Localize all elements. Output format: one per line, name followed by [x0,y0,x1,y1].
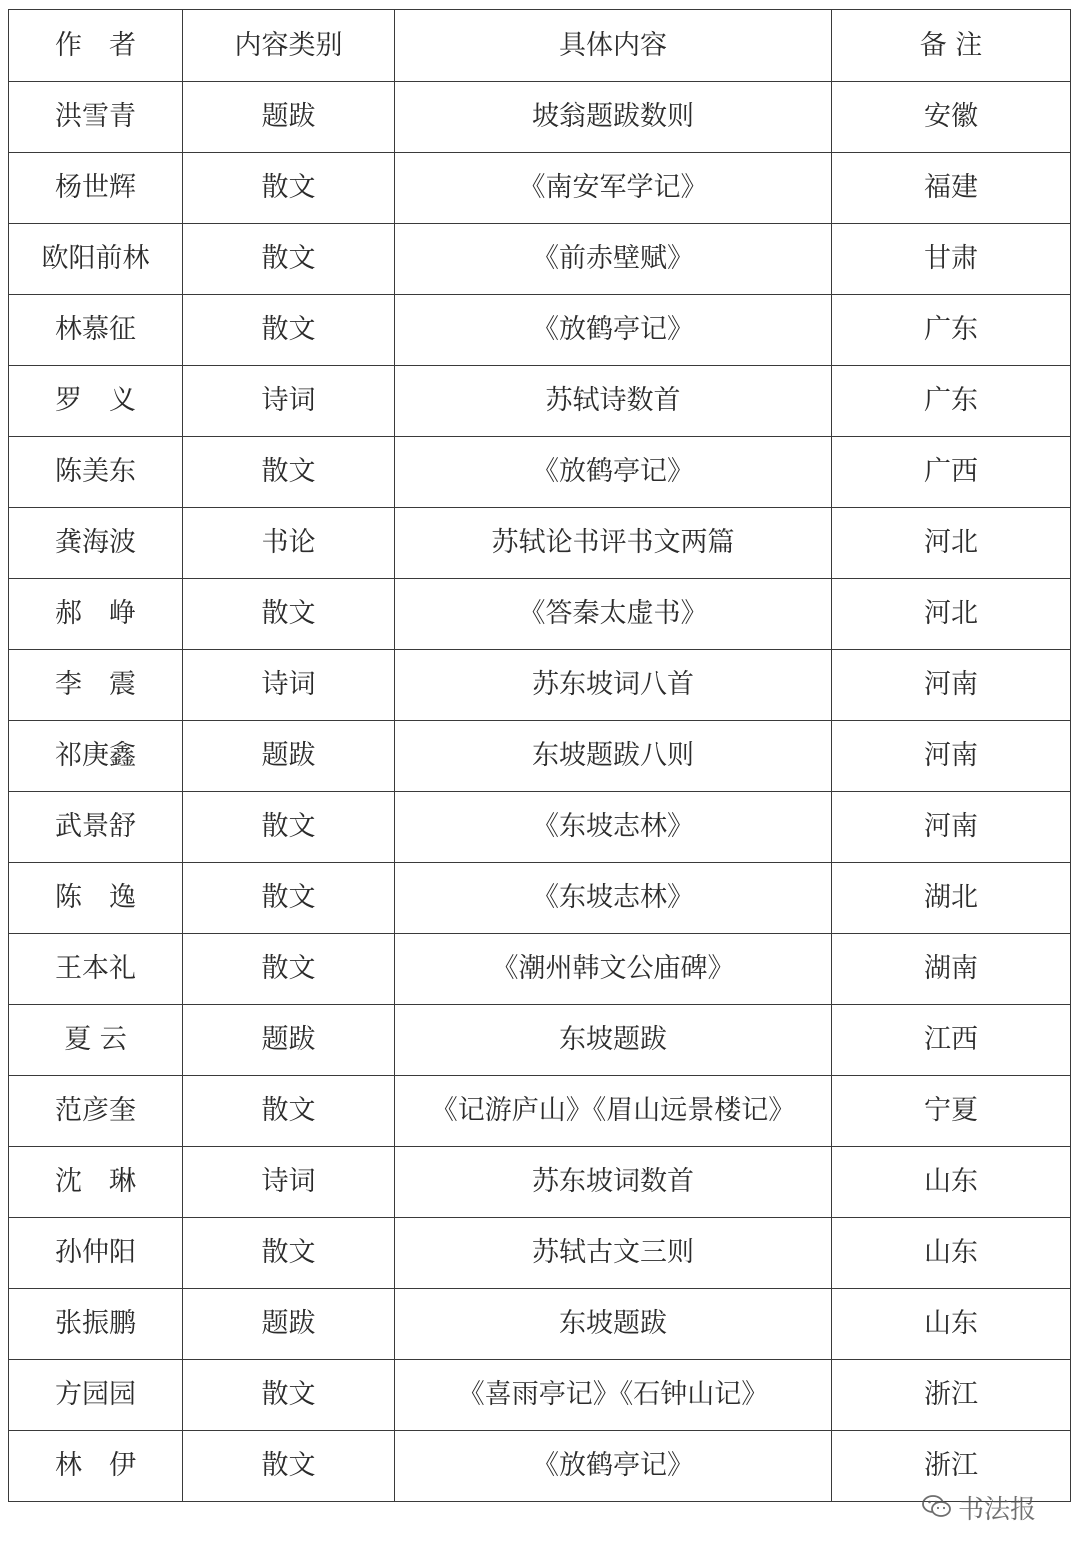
cell-content: 《放鹤亭记》 [395,437,832,508]
table-row [9,650,1071,721]
cell-category: 散文 [183,1431,395,1502]
cell-author: 祁庚鑫 [9,721,183,792]
cell-author: 林 伊 [9,1431,183,1502]
cell-content: 坡翁题跋数则 [395,82,832,153]
cell-author: 李 震 [9,650,183,721]
cell-note: 河南 [832,650,1071,721]
cell-note: 甘肃 [832,224,1071,295]
cell-note: 安徽 [832,82,1071,153]
cell-category: 题跋 [183,82,395,153]
cell-note: 湖南 [832,934,1071,1005]
table-row [9,508,1071,579]
cell-note: 浙江 [832,1431,1071,1502]
cell-content: 《东坡志林》 [395,863,832,934]
submission-table [8,9,1071,1502]
cell-category: 诗词 [183,1147,395,1218]
cell-category: 题跋 [183,1005,395,1076]
cell-category: 题跋 [183,721,395,792]
table-row [9,1431,1071,1502]
watermark-text: 书法报 [958,1494,1037,1525]
cell-category: 散文 [183,792,395,863]
cell-content: 《东坡志林》 [395,792,832,863]
cell-content: 《记游庐山》《眉山远景楼记》 [395,1076,832,1147]
cell-content: 《潮州韩文公庙碑》 [395,934,832,1005]
cell-note: 江西 [832,1005,1071,1076]
cell-author: 范彦奎 [9,1076,183,1147]
cell-content: 苏轼诗数首 [395,366,832,437]
cell-category: 散文 [183,863,395,934]
cell-category: 书论 [183,508,395,579]
cell-note: 广东 [832,295,1071,366]
table-row [9,934,1071,1005]
cell-content: 苏轼论书评书文两篇 [395,508,832,579]
cell-note: 广东 [832,366,1071,437]
table-row [9,1360,1071,1431]
cell-content: 苏东坡词八首 [395,650,832,721]
table-row [9,1218,1071,1289]
cell-note: 广西 [832,437,1071,508]
cell-category: 题跋 [183,1289,395,1360]
cell-content: 东坡题跋八则 [395,721,832,792]
cell-category: 散文 [183,224,395,295]
table-row [9,863,1071,934]
cell-author: 陈美东 [9,437,183,508]
cell-note: 湖北 [832,863,1071,934]
table-row [9,721,1071,792]
header-note: 备 注 [832,10,1071,82]
cell-content: 《前赤壁赋》 [395,224,832,295]
cell-content: 《答秦太虚书》 [395,579,832,650]
table-row [9,224,1071,295]
cell-category: 散文 [183,1076,395,1147]
header-author: 作 者 [9,10,183,82]
cell-content: 《喜雨亭记》《石钟山记》 [395,1360,832,1431]
cell-category: 散文 [183,579,395,650]
cell-author: 陈 逸 [9,863,183,934]
cell-content: 《放鹤亭记》 [395,295,832,366]
cell-category: 散文 [183,295,395,366]
cell-content: 东坡题跋 [395,1005,832,1076]
cell-note: 山东 [832,1289,1071,1360]
table-row [9,1147,1071,1218]
table-body [9,82,1071,1502]
cell-author: 张振鹏 [9,1289,183,1360]
cell-author: 王本礼 [9,934,183,1005]
cell-content: 《放鹤亭记》 [395,1431,832,1502]
cell-note: 浙江 [832,1360,1071,1431]
cell-author: 欧阳前林 [9,224,183,295]
cell-note: 山东 [832,1147,1071,1218]
cell-author: 孙仲阳 [9,1218,183,1289]
table-row [9,153,1071,224]
cell-author: 方园园 [9,1360,183,1431]
cell-author: 武景舒 [9,792,183,863]
cell-category: 散文 [183,153,395,224]
cell-note: 河北 [832,579,1071,650]
header-content: 具体内容 [395,10,832,82]
table-row [9,82,1071,153]
cell-content: 《南安军学记》 [395,153,832,224]
cell-note: 宁夏 [832,1076,1071,1147]
cell-note: 山东 [832,1218,1071,1289]
cell-author: 夏 云 [9,1005,183,1076]
cell-category: 诗词 [183,366,395,437]
table-row [9,579,1071,650]
cell-author: 林慕征 [9,295,183,366]
cell-note: 福建 [832,153,1071,224]
table-row [9,1289,1071,1360]
cell-author: 杨世辉 [9,153,183,224]
header-category: 内容类别 [183,10,395,82]
cell-category: 散文 [183,1360,395,1431]
cell-author: 罗 义 [9,366,183,437]
wechat-icon [922,1494,952,1520]
cell-note: 河南 [832,792,1071,863]
cell-category: 散文 [183,437,395,508]
table-row [9,366,1071,437]
watermark [922,1487,1036,1527]
cell-author: 洪雪青 [9,82,183,153]
table-row [9,1005,1071,1076]
cell-author: 郝 峥 [9,579,183,650]
cell-category: 散文 [183,1218,395,1289]
cell-note: 河南 [832,721,1071,792]
cell-content: 苏东坡词数首 [395,1147,832,1218]
table-row [9,792,1071,863]
cell-category: 诗词 [183,650,395,721]
cell-author: 沈 琳 [9,1147,183,1218]
cell-author: 龚海波 [9,508,183,579]
table-row [9,295,1071,366]
submission-table-container [8,9,1070,1502]
table-row [9,1076,1071,1147]
cell-note: 河北 [832,508,1071,579]
table-header-row [9,10,1071,82]
cell-content: 苏轼古文三则 [395,1218,832,1289]
cell-category: 散文 [183,934,395,1005]
table-row [9,437,1071,508]
cell-content: 东坡题跋 [395,1289,832,1360]
